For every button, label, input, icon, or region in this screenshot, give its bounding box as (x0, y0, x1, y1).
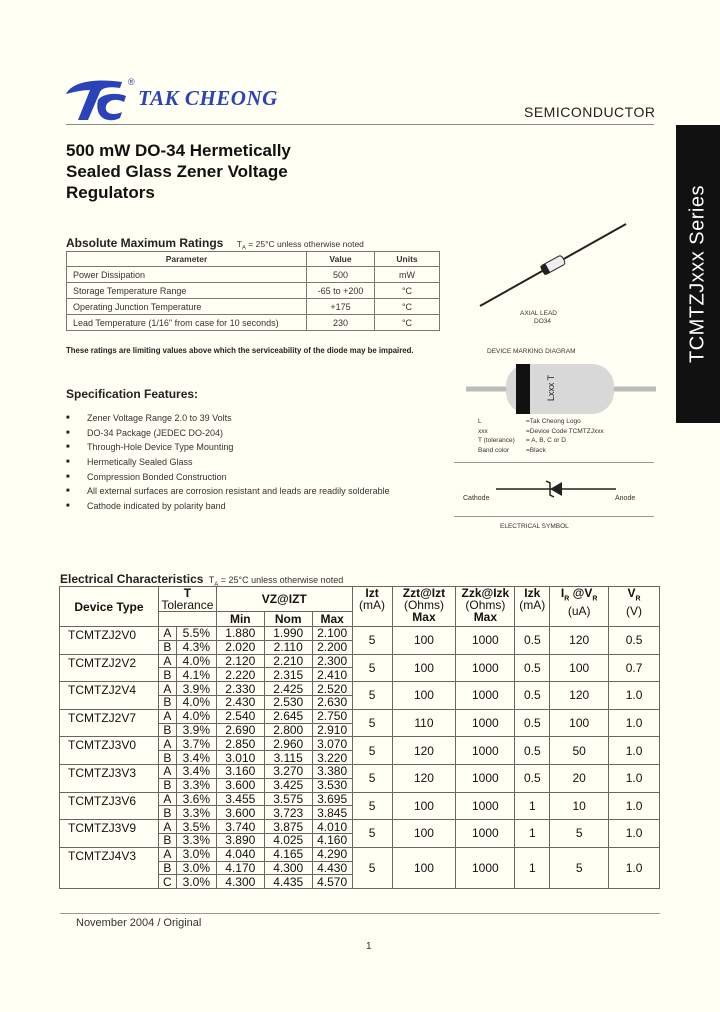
table-cell: 100 (392, 820, 456, 848)
table-row: Power Dissipation 500 mW (67, 267, 440, 283)
table-cell: 1000 (456, 654, 515, 682)
table-cell: TCMTZJ2V2 (60, 654, 159, 682)
table-cell: 2.630 (312, 695, 352, 709)
table-row (60, 792, 660, 806)
list-item: ■ Hermetically Sealed Glass (66, 455, 390, 470)
list-item: ■ All external surfaces are corrosion resistant and leads are readily solderable (66, 484, 390, 499)
table-cell: 1.0 (609, 682, 660, 710)
table-cell: 1.880 (216, 627, 264, 641)
table-cell: 120 (550, 627, 609, 655)
table-cell: A (158, 847, 176, 861)
table-cell: 3.845 (312, 806, 352, 820)
table-cell: 4.3% (176, 640, 216, 654)
col-header: Parameter (67, 252, 307, 267)
table-cell: 3.3% (176, 833, 216, 847)
table-cell: 2.520 (312, 682, 352, 696)
legend-row: T (tolerance) = A, B, C or D (478, 437, 566, 444)
col-zzt: Zzt@Izt (Ohms) Max (392, 587, 456, 627)
cathode-label: Cathode (463, 495, 490, 502)
table-cell: 2.315 (264, 668, 312, 682)
table-cell: 2.910 (312, 723, 352, 737)
col-ir: $I_R$ $@V_R$ (uA) (550, 587, 609, 627)
table-cell: 3.9% (176, 723, 216, 737)
table-cell: 2.425 (264, 682, 312, 696)
table-cell: 2.750 (312, 709, 352, 723)
table-cell: 5 (352, 654, 392, 682)
col-header: Value (307, 252, 375, 267)
table-cell: 120 (550, 682, 609, 710)
table-cell: 10 (550, 792, 609, 820)
table-cell: 4.170 (216, 861, 264, 875)
table-cell: 3.4% (176, 764, 216, 778)
table-cell: 2.300 (312, 654, 352, 668)
table-cell: 120 (392, 737, 456, 765)
table-cell: 1 (515, 847, 550, 888)
table-cell: A (158, 654, 176, 668)
table-cell: 0.5 (515, 627, 550, 655)
table-cell: 0.5 (609, 627, 660, 655)
table-cell: 2.430 (216, 695, 264, 709)
table-cell: 4.435 (264, 875, 312, 889)
table-cell: 20 (550, 764, 609, 792)
registered-mark: ® (128, 77, 135, 87)
table-cell: 2.645 (264, 709, 312, 723)
table-cell: B (158, 695, 176, 709)
table-cell: 4.570 (312, 875, 352, 889)
table-cell: 3.3% (176, 806, 216, 820)
table-cell: 4.165 (264, 847, 312, 861)
table-cell: B (158, 668, 176, 682)
table-cell: TCMTZJ2V4 (60, 682, 159, 710)
table-cell: 2.410 (312, 668, 352, 682)
table-cell: A (158, 627, 176, 641)
table-cell: 2.530 (264, 695, 312, 709)
table-cell: 3.070 (312, 737, 352, 751)
table-cell: 5 (550, 847, 609, 888)
table-cell: 3.575 (264, 792, 312, 806)
marking-title: DEVICE MARKING DIAGRAM (487, 348, 576, 355)
list-item: ■ Zener Voltage Range 2.0 to 39 Volts (66, 411, 390, 426)
table-cell: 1000 (456, 820, 515, 848)
features-list (66, 411, 390, 514)
table-cell: 2.850 (216, 737, 264, 751)
table-cell: 0.5 (515, 682, 550, 710)
list-item: ■ Cathode indicated by polarity band (66, 499, 390, 514)
table-row (60, 820, 660, 834)
table-cell: 0.5 (515, 737, 550, 765)
table-cell: 1.0 (609, 820, 660, 848)
symbol-caption: ELECTRICAL SYMBOL (500, 523, 569, 530)
table-cell: B (158, 833, 176, 847)
table-cell: TCMTZJ3V9 (60, 820, 159, 848)
list-item: ■ Compression Bonded Construction (66, 470, 390, 485)
legend-row: Band color =Black (478, 446, 546, 454)
table-cell: A (158, 764, 176, 778)
table-cell: 100 (392, 627, 456, 655)
table-cell: 100 (550, 654, 609, 682)
table-row (60, 682, 660, 696)
col-nom: Nom (264, 612, 312, 627)
table-cell: 2.540 (216, 709, 264, 723)
table-cell: 100 (392, 682, 456, 710)
table-cell: A (158, 792, 176, 806)
table-cell: 3.530 (312, 778, 352, 792)
table-cell: 3.600 (216, 778, 264, 792)
table-header-row (60, 587, 660, 612)
table-cell: B (158, 751, 176, 765)
table-cell: 110 (392, 709, 456, 737)
abs-max-condition: $T_A = 25^\circ C$ unless otherwise noted (236, 239, 364, 252)
table-cell: 4.160 (312, 833, 352, 847)
marking-diagram (466, 360, 656, 418)
page-number: 1 (366, 941, 372, 952)
table-cell: 4.430 (312, 861, 352, 875)
table-cell: 3.0% (176, 875, 216, 889)
legend-row: xxx =Device Code TCMTZJxxx (478, 427, 604, 435)
table-cell: 4.300 (216, 875, 264, 889)
table-cell: 0.5 (515, 709, 550, 737)
table-cell: 100 (392, 847, 456, 888)
table-cell: 5 (352, 709, 392, 737)
table-cell: 3.425 (264, 778, 312, 792)
package-code: DO34 (534, 318, 551, 325)
col-min: Min (216, 612, 264, 627)
table-cell: 4.040 (216, 847, 264, 861)
table-cell: 2.690 (216, 723, 264, 737)
table-cell: 5 (352, 627, 392, 655)
table-cell: A (158, 709, 176, 723)
table-cell: 1 (515, 792, 550, 820)
table-cell: 1 (515, 820, 550, 848)
table-row (60, 654, 660, 668)
series-label: TCMTZJxxx Series (686, 185, 709, 363)
abs-max-heading: Absolute Maximum Ratings $T_A = 25^\circ C$ unless otherwise noted (66, 236, 364, 252)
col-max: Max (312, 612, 352, 627)
zener-symbol (496, 478, 616, 500)
table-cell: 1.0 (609, 737, 660, 765)
table-cell: 1000 (456, 847, 515, 888)
elec-heading: Electrical Characteristics $T_A = 25^\circ C$ unless otherwise noted (60, 572, 344, 588)
table-cell: 5 (352, 820, 392, 848)
table-cell: B (158, 806, 176, 820)
table-cell: 2.110 (264, 640, 312, 654)
series-sidebar (676, 125, 720, 423)
table-cell: 2.120 (216, 654, 264, 668)
table-cell: 5 (352, 792, 392, 820)
marking-legend (478, 417, 604, 455)
table-cell: 1000 (456, 709, 515, 737)
table-cell: TCMTZJ3V0 (60, 737, 159, 765)
legend-row: L =Tak Cheong Logo (478, 418, 581, 425)
table-cell: 3.4% (176, 751, 216, 765)
col-zzk: Zzk@Izk (Ohms) Max (456, 587, 515, 627)
table-cell: 3.380 (312, 764, 352, 778)
table-cell: 1.0 (609, 847, 660, 888)
table-row: Lead Temperature (1/16" from case for 10 seconds) 230 °C (67, 315, 440, 331)
table-cell: 4.290 (312, 847, 352, 861)
page-title (66, 140, 366, 203)
col-tolerance: T Tolerance (158, 587, 216, 612)
table-cell: 0.5 (515, 654, 550, 682)
title-line: 500 mW DO-34 Hermetically (66, 141, 291, 160)
elec-condition: $T_A = 25^\circ C$ unless otherwise noted (208, 575, 344, 588)
table-cell: 1000 (456, 627, 515, 655)
table-cell: 2.220 (216, 668, 264, 682)
table-cell: 2.960 (264, 737, 312, 751)
table-cell: TCMTZJ2V0 (60, 627, 159, 655)
table-row (60, 847, 660, 861)
table-cell: 3.7% (176, 737, 216, 751)
table-cell: 3.890 (216, 833, 264, 847)
table-cell: 5 (352, 737, 392, 765)
table-row: Operating Junction Temperature +175 °C (67, 299, 440, 315)
axial-diode-drawing (478, 222, 628, 312)
table-cell: 1000 (456, 764, 515, 792)
table-cell: 5 (352, 847, 392, 888)
table-cell: 3.0% (176, 847, 216, 861)
table-cell: 1000 (456, 682, 515, 710)
footer-date: November 2004 / Original (76, 917, 202, 929)
table-cell: TCMTZJ3V3 (60, 764, 159, 792)
table-cell: 100 (550, 709, 609, 737)
anode-label: Anode (615, 495, 636, 502)
table-cell: 1.990 (264, 627, 312, 641)
table-cell: 5.5% (176, 627, 216, 641)
table-cell: 4.0% (176, 709, 216, 723)
table-cell: 4.1% (176, 668, 216, 682)
table-cell: 1000 (456, 792, 515, 820)
tak-cheong-logo (64, 76, 138, 124)
table-cell: B (158, 861, 176, 875)
title-line: Sealed Glass Zener Voltage (66, 162, 288, 181)
table-cell: 100 (392, 654, 456, 682)
table-cell: 0.5 (515, 764, 550, 792)
table-cell: 2.200 (312, 640, 352, 654)
table-cell: 3.115 (264, 751, 312, 765)
table-cell: 4.0% (176, 654, 216, 668)
table-cell: TCMTZJ2V7 (60, 709, 159, 737)
table-cell: 3.875 (264, 820, 312, 834)
table-cell: 2.800 (264, 723, 312, 737)
features-heading: Specification Features: (66, 387, 199, 401)
table-row (60, 709, 660, 723)
table-cell: 0.7 (609, 654, 660, 682)
table-cell: 50 (550, 737, 609, 765)
title-line: Regulators (66, 183, 155, 202)
table-cell: 3.723 (264, 806, 312, 820)
table-cell: 3.3% (176, 778, 216, 792)
table-header-row (67, 252, 440, 267)
table-cell: 1.0 (609, 792, 660, 820)
package-label: AXIAL LEAD (520, 310, 557, 317)
col-device: Device Type (60, 587, 159, 627)
table-cell: 100 (392, 792, 456, 820)
col-izt: Izt (mA) (352, 587, 392, 627)
table-cell: 2.020 (216, 640, 264, 654)
abs-max-table (66, 251, 440, 331)
list-item: ■ DO-34 Package (JEDEC DO-204) (66, 426, 390, 441)
table-cell: A (158, 820, 176, 834)
ratings-warning: These ratings are limiting values above which the serviceability of the diode may be impaired. (66, 346, 414, 355)
table-cell: 3.6% (176, 792, 216, 806)
table-row (60, 627, 660, 641)
table-cell: B (158, 778, 176, 792)
col-izk: Izk (mA) (515, 587, 550, 627)
marking-text: Lxxx T (546, 374, 557, 402)
symbol-rule-top (454, 462, 654, 463)
table-cell: B (158, 723, 176, 737)
table-cell: 3.740 (216, 820, 264, 834)
table-cell: 3.010 (216, 751, 264, 765)
footer-rule (60, 913, 660, 914)
table-cell: 4.0% (176, 695, 216, 709)
table-cell: 3.9% (176, 682, 216, 696)
col-vr: $V_R$ (V) (609, 587, 660, 627)
col-header: Units (375, 252, 440, 267)
table-cell: 4.300 (264, 861, 312, 875)
table-cell: A (158, 737, 176, 751)
table-cell: A (158, 682, 176, 696)
table-cell: 1.0 (609, 764, 660, 792)
table-row: Storage Temperature Range -65 to +200 °C (67, 283, 440, 299)
table-cell: B (158, 640, 176, 654)
table-cell: 4.025 (264, 833, 312, 847)
table-cell: 5 (352, 764, 392, 792)
symbol-rule-bottom (454, 516, 654, 517)
col-vz: VZ@IZT (216, 587, 352, 612)
table-cell: 3.600 (216, 806, 264, 820)
table-cell: TCMTZJ3V6 (60, 792, 159, 820)
table-cell: 5 (550, 820, 609, 848)
table-cell: 3.0% (176, 861, 216, 875)
table-cell: 3.270 (264, 764, 312, 778)
table-cell: 3.160 (216, 764, 264, 778)
header-rule (66, 124, 654, 125)
table-cell: 3.220 (312, 751, 352, 765)
table-cell: 4.010 (312, 820, 352, 834)
table-row (60, 764, 660, 778)
table-cell: 5 (352, 682, 392, 710)
table-cell: 3.5% (176, 820, 216, 834)
table-cell: 120 (392, 764, 456, 792)
table-cell: TCMTZJ4V3 (60, 847, 159, 888)
table-cell: 1000 (456, 737, 515, 765)
table-row (60, 737, 660, 751)
table-cell: 2.100 (312, 627, 352, 641)
table-cell: 2.210 (264, 654, 312, 668)
table-cell: 2.330 (216, 682, 264, 696)
table-cell: 3.455 (216, 792, 264, 806)
elec-table (59, 586, 660, 889)
company-name: TAK CHEONG (138, 86, 278, 110)
table-cell: 3.695 (312, 792, 352, 806)
table-cell: C (158, 875, 176, 889)
table-cell: 1.0 (609, 709, 660, 737)
division-label: SEMICONDUCTOR (524, 104, 656, 120)
list-item: ■ Through-Hole Device Type Mounting (66, 440, 390, 455)
